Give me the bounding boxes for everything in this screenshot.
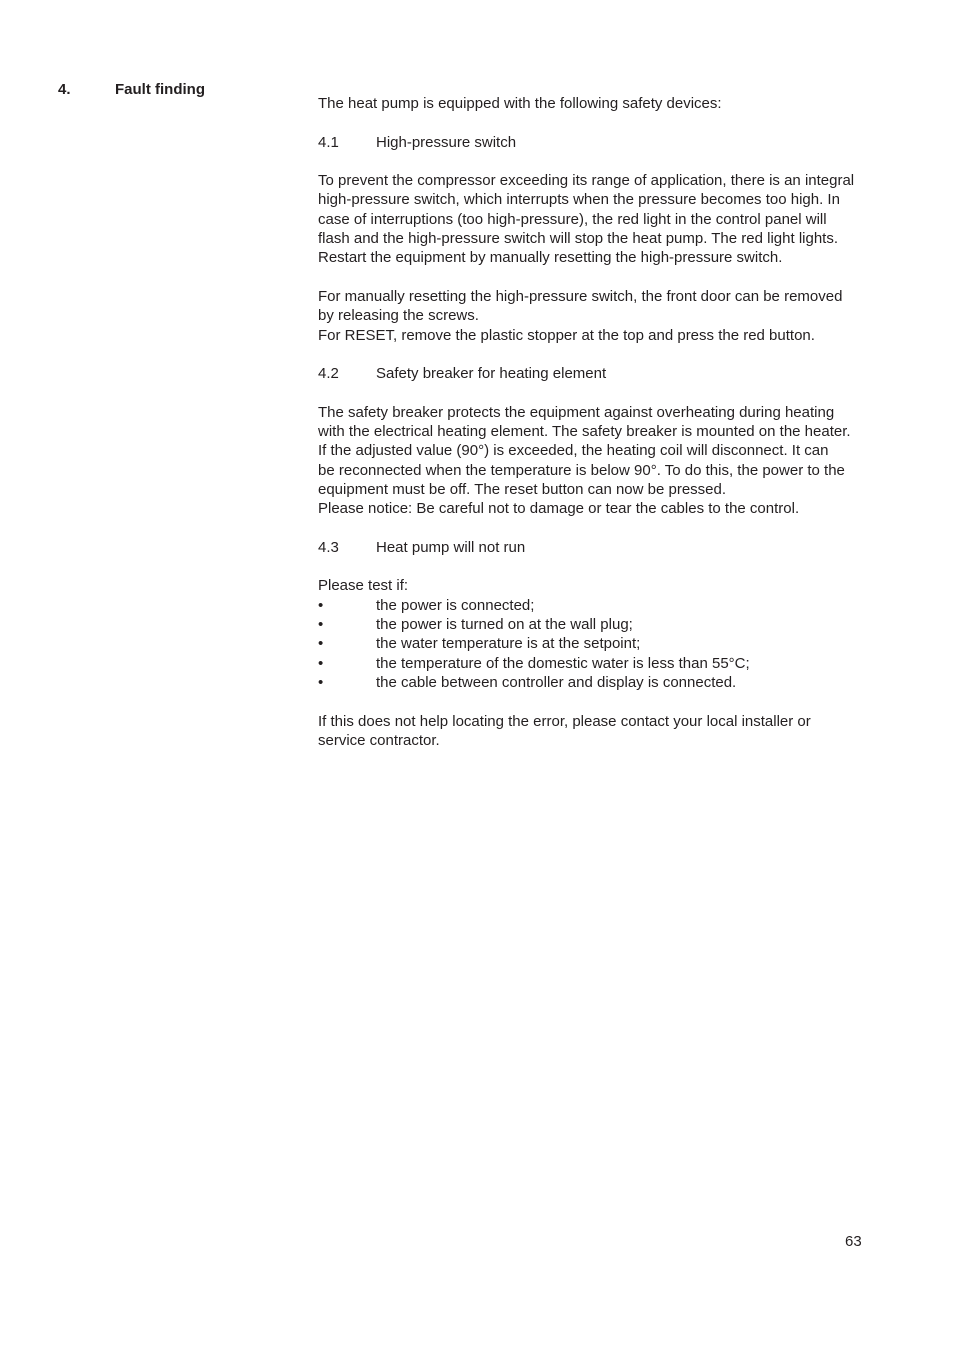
bullet-icon: • [318,673,324,691]
list-item [318,634,898,653]
list-item [318,596,898,615]
list-item [318,654,898,673]
subsection-title: Heat pump will not run [376,538,526,556]
list-item-text: the cable between controller and display is connected. [376,673,737,691]
text-line: flash and the high-pressure switch will stop the heat pump. The red light lights. [318,230,839,248]
bullet-icon: • [318,635,324,653]
intro-text: The heat pump is equipped with the following safety devices: [318,95,722,112]
subsection-number: 4.1 [318,133,339,151]
text-line: The safety breaker protects the equipment against overheating during heating [318,403,835,421]
checklist [318,596,898,692]
page-number: 63 [845,1233,862,1250]
checklist-lead: Please test if: [318,577,409,595]
text-line: with the electrical heating element. The safety breaker is mounted on the heater. [318,423,851,441]
main-content [318,94,898,750]
text-line: For manually resetting the high-pressure switch, the front door can be removed [318,287,843,305]
subsection-heading-4-3 [318,538,898,557]
paragraph-4-2 [318,403,898,519]
text-line: For RESET, remove the plastic stopper at the top and press the red button. [318,326,815,344]
text-line: equipment must be off. The reset button can now be pressed. [318,480,727,498]
list-item-text: the power is connected; [376,596,535,614]
list-item [318,615,898,634]
text-line: If the adjusted value (90°) is exceeded, the heating coil will disconnect. It can [318,442,829,460]
subsection-heading-4-2 [318,364,898,383]
section-title: Fault finding [115,81,205,98]
list-item-text: the water temperature is at the setpoint; [376,635,641,653]
subsection-number: 4.2 [318,365,339,383]
subsection-number: 4.3 [318,538,339,556]
text-line: If this does not help locating the error, please contact your local installer or [318,712,811,730]
text-line: by releasing the screws. [318,307,479,325]
bullet-icon: • [318,654,324,672]
text-line: Please notice: Be careful not to damage or tear the cables to the control. [318,500,800,518]
text-line: Restart the equipment by manually resetting the high-pressure switch. [318,249,783,267]
text-line: To prevent the compressor exceeding its range of application, there is an integral [318,172,855,190]
subsection-heading-4-1 [318,133,898,152]
list-item-text: the temperature of the domestic water is less than 55°C; [376,654,750,672]
list-item-text: the power is turned on at the wall plug; [376,616,633,634]
text-line: case of interruptions (too high-pressure), the red light in the control panel will [318,210,827,228]
section-number: 4. [58,81,71,98]
closing-paragraph [318,712,898,751]
list-item [318,673,898,692]
bullet-icon: • [318,596,324,614]
paragraph-4-1-b [318,287,898,345]
paragraph-4-1-a [318,171,898,267]
subsection-title: High-pressure switch [376,133,517,151]
subsection-title: Safety breaker for heating element [376,365,607,383]
bullet-icon: • [318,616,324,634]
text-line: high-pressure switch, which interrupts when the pressure becomes too high. In [318,191,840,209]
text-line: service contractor. [318,731,440,749]
text-line: be reconnected when the temperature is below 90°. To do this, the power to the [318,461,845,479]
